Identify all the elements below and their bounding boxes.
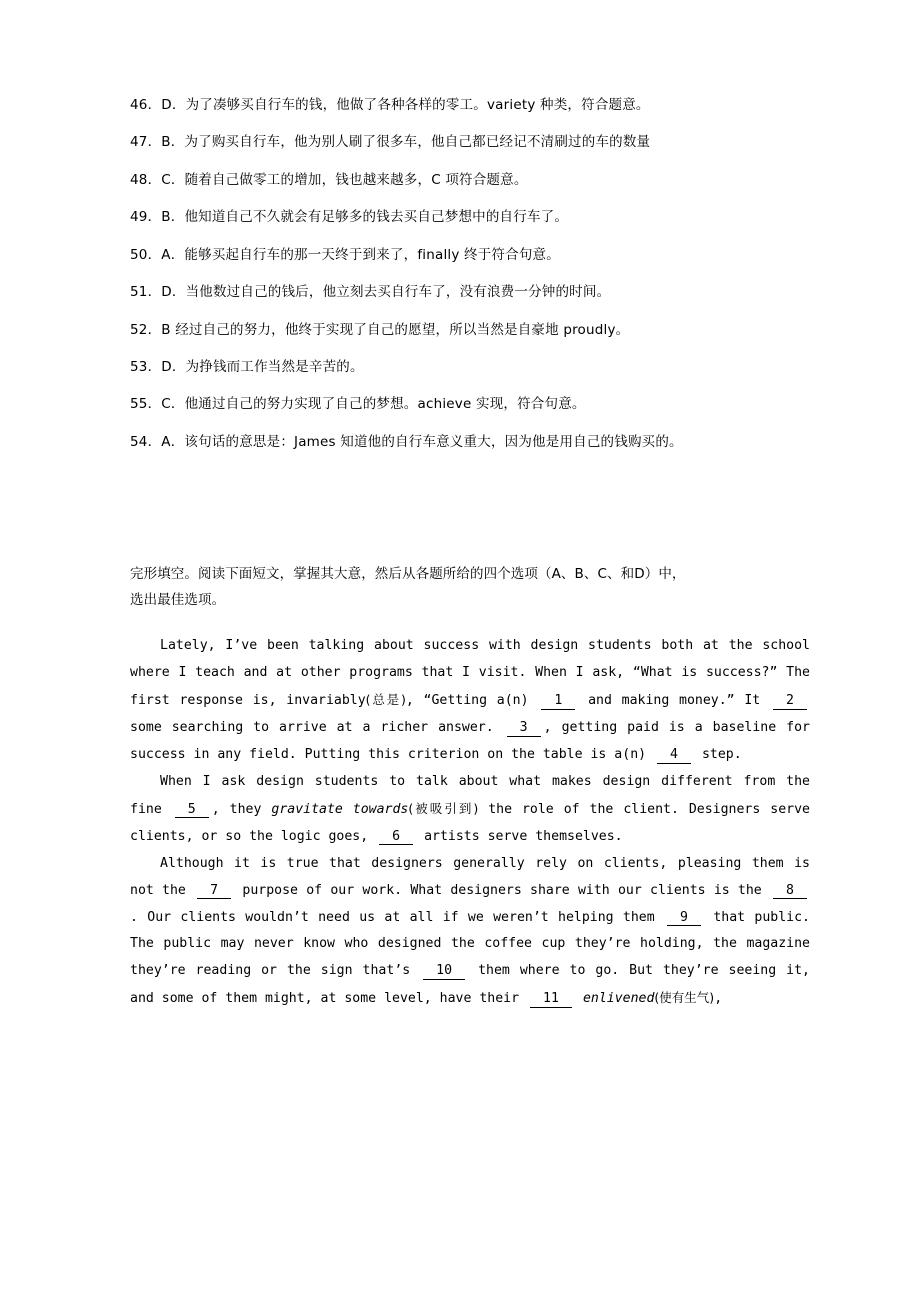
passage-text: , [714,991,723,1007]
answer-line: 47．B．为了购买自行车，他为别人刷了很多车，他自己都已经记不清刷过的车的数量 [130,134,651,151]
cloze-instruction-line-2: 选出最佳选项。 [130,592,226,609]
passage-text: purpose of our work. What designers share with our clients is the [242,882,762,898]
cloze-blank-2[interactable]: 2 [773,694,807,710]
chinese-gloss: (被吸引到) [408,800,479,816]
passage-text: . Our clients wouldn’t need us at all if we weren’t helping them [130,909,655,925]
answer-explanations-section [130,95,810,453]
cloze-instruction [130,561,810,614]
answer-line: 51．D．当他数过自己的钱后，他立刻去买自行车了，没有浪费一分钟的时间。 [130,284,611,301]
cloze-blank-7[interactable]: 7 [197,884,231,900]
passage-paragraph [130,633,810,769]
answer-line: 52．B 经过自己的努力，他终于实现了自己的愿望，所以当然是自豪地 proudly。 [130,321,630,338]
cloze-instruction-line-1: 完形填空。阅读下面短文，掌握其大意，然后从各题所给的四个选项（A、B、C、和D）中， [130,565,686,582]
answer-line: 54．A．该句话的意思是：James 知道他的自行车意义重大，因为他是用自己的钱购买的。 [130,433,683,450]
passage-text: Lately, I’ve been talking about success with design students both at the school where I teach and at other programs that I visit. When I ask, “What is success?” The first response is, invariably [130,638,810,709]
cloze-passage [130,633,810,1013]
passage-text: , “Getting a(n) [405,693,529,709]
passage-text: some searching to arrive at a richer answer. [130,720,494,736]
answer-line: 49．B．他知道自己不久就会有足够多的钱去买自己梦想中的自行车了。 [130,209,569,226]
chinese-gloss: (总是) [365,692,406,708]
cloze-blank-5[interactable]: 5 [175,803,209,819]
passage-text: , they [211,801,262,817]
passage-paragraph [130,769,810,851]
chinese-gloss: (使有生气) [654,990,715,1006]
passage-text: , getting paid is a baseline for success in any field. Putting this criterion on the table is a(n) [130,720,810,763]
answer-line: 53．D．为挣钱而工作当然是辛苦的。 [130,358,364,375]
passage-text: that public. The public may never know who designed the coffee cup they’re holding, the magazine they’re reading or the sign that’s [130,909,810,979]
passage-text: artists serve themselves. [424,828,623,844]
answer-line: 46．D．为了凑够买自行车的钱，他做了各种各样的零工。variety 种类，符合题意。 [130,97,650,113]
cloze-blank-11[interactable]: 11 [530,992,572,1008]
answer-line: 48．C．随着自己做零工的增加，钱也越来越多，C 项符合题意。 [130,171,528,188]
passage-text: step. [701,747,742,763]
cloze-blank-1[interactable]: 1 [541,694,575,710]
cloze-blank-10[interactable]: 10 [423,964,465,980]
cloze-blank-6[interactable]: 6 [379,830,413,846]
passage-text: Although it is true that designers generally rely on clients, pleasing them is not the [130,855,810,898]
cloze-blank-9[interactable]: 9 [667,911,701,927]
passage-text: and making money.” It [588,693,761,709]
passage-text: the role of the client. Designers serve clients, or so the logic goes, [130,801,810,844]
cloze-blank-8[interactable]: 8 [773,884,807,900]
passage-text: When I ask design students to talk about what makes design different from the fine [130,773,810,817]
cloze-blank-4[interactable]: 4 [657,748,691,764]
cloze-blank-3[interactable]: 3 [507,721,541,737]
passage-paragraph [130,851,810,1014]
answer-line: 50．A．能够买起自行车的那一天终于到来了，finally 终于符合句意。 [130,246,560,263]
emphasized-phrase: gravitate towards [271,801,409,817]
passage-text: them where to go. But they’re seeing it, and some of them might, at some level, have their [130,963,810,1007]
emphasized-phrase: enlivened [582,991,655,1007]
answer-line: 55．C．他通过自己的努力实现了自己的梦想。achieve 实现，符合句意。 [130,396,586,413]
